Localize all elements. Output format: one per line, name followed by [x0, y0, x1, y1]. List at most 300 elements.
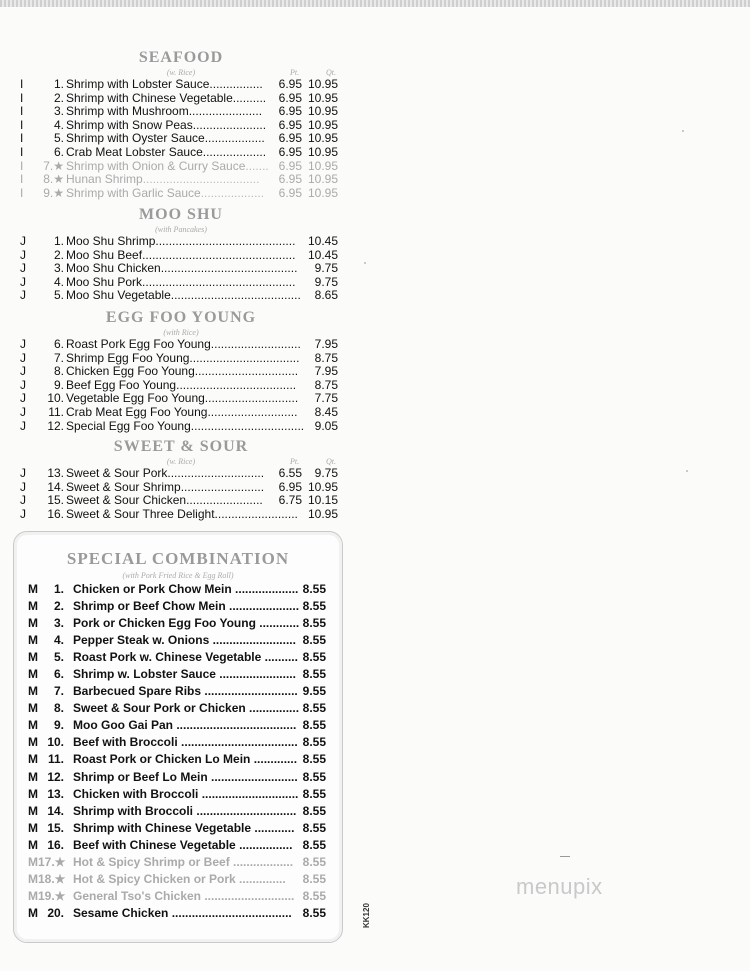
item-number: 2. — [53, 247, 64, 262]
item-name-text: Shrimp with Onion & Curry Sauce — [66, 158, 246, 173]
sweetsour-qt-label: Qt. — [326, 457, 336, 466]
item-name — [66, 105, 262, 119]
item-leader-dots: ........................... — [204, 888, 295, 903]
item-number: 17.★ — [38, 854, 66, 869]
item-name — [66, 173, 259, 187]
item-number: 12. — [47, 769, 64, 784]
item-number: 4. — [53, 274, 64, 289]
menu-item — [20, 289, 342, 303]
item-name-text: Vegetable Egg Foo Young — [66, 391, 205, 406]
combination-item — [28, 820, 328, 837]
item-number: 5. — [53, 131, 64, 146]
price: 9.75 — [314, 261, 338, 276]
item-name — [66, 338, 301, 352]
item-name — [66, 352, 299, 366]
item-name-text: Shrimp with Garlic Sauce — [66, 185, 201, 200]
item-code: M — [28, 871, 38, 886]
item-code: M — [28, 667, 38, 682]
item-number: 19.★ — [38, 888, 66, 903]
price: 8.75 — [314, 377, 338, 392]
item-name — [66, 92, 266, 106]
menu-item — [20, 249, 342, 263]
scan-speck — [364, 262, 366, 264]
price-quart: 10.15 — [307, 493, 338, 508]
item-name — [73, 786, 298, 803]
price: 8.55 — [302, 633, 326, 648]
item-name — [73, 820, 294, 837]
seafood-pt-label: Pt. — [290, 68, 300, 77]
item-code: J — [20, 288, 26, 303]
item-name — [66, 276, 295, 290]
item-name — [73, 854, 293, 871]
price-pint: 6.95 — [278, 479, 302, 494]
mooshu-section — [20, 205, 342, 303]
item-number: 14. — [47, 803, 64, 818]
price: 8.55 — [302, 854, 326, 869]
price-quart: 10.95 — [307, 77, 338, 91]
item-code: M — [28, 769, 38, 784]
item-name — [66, 467, 264, 481]
combination-item — [28, 632, 328, 649]
item-code: J — [20, 247, 26, 262]
sweetsour-list — [20, 467, 342, 521]
item-number: 16. — [47, 837, 64, 852]
item-name — [73, 615, 299, 632]
item-code: J — [20, 274, 26, 289]
item-leader-dots: ............. — [253, 752, 298, 767]
item-code: M — [28, 616, 38, 631]
item-name — [66, 119, 266, 133]
item-code: J — [20, 493, 26, 508]
item-code: M — [28, 888, 38, 903]
item-name-text: Chicken with Broccoli — [73, 786, 202, 801]
item-name-text: Sweet & Sour Chicken — [66, 493, 187, 508]
item-name — [73, 683, 298, 700]
item-name — [73, 649, 298, 666]
price: 8.55 — [302, 752, 326, 767]
price-pint: 6.95 — [278, 117, 302, 132]
menu-item — [20, 508, 342, 522]
seafood-title: SEAFOOD — [138, 49, 224, 66]
combination-list — [28, 581, 328, 922]
price-quart: 9.75 — [314, 466, 338, 480]
item-name — [66, 78, 263, 92]
item-number: 20. — [47, 905, 64, 920]
item-code: J — [20, 506, 26, 521]
item-number: 1. — [53, 582, 64, 596]
item-leader-dots: ............................. — [201, 786, 299, 801]
item-name — [66, 262, 297, 276]
item-leader-dots: ................... — [235, 582, 299, 596]
item-code: J — [20, 234, 26, 248]
combination-note: (with Pork Fried Rice & Egg Roll) — [122, 571, 234, 580]
print-code: KK120 — [362, 903, 371, 928]
price: 8.75 — [314, 350, 338, 365]
item-leader-dots: .............................................. — [142, 274, 296, 289]
item-name — [73, 888, 294, 905]
price: 7.75 — [314, 391, 338, 406]
price: 8.55 — [302, 803, 326, 818]
item-code: M — [28, 786, 38, 801]
price: 10.45 — [307, 247, 338, 262]
item-name-text: Sweet & Sour Shrimp — [66, 479, 181, 494]
price: 8.65 — [314, 288, 338, 303]
item-code: M — [28, 633, 38, 648]
menu-item — [20, 420, 342, 434]
item-name-text: Beef with Chinese Vegetable — [73, 837, 240, 852]
item-leader-dots: .......................... — [211, 769, 298, 784]
item-name — [66, 249, 295, 263]
item-code: I — [20, 158, 24, 173]
item-number: 9.★ — [43, 185, 64, 200]
item-name — [66, 365, 298, 379]
item-code: M — [28, 599, 38, 614]
combination-item — [28, 700, 328, 717]
menu-item — [20, 105, 342, 119]
item-code: I — [20, 131, 24, 146]
item-code: J — [20, 261, 26, 276]
item-name-text: Crab Meat Lobster Sauce — [66, 144, 203, 159]
item-leader-dots: ................ — [239, 837, 293, 852]
item-number: 11. — [48, 404, 64, 419]
item-leader-dots: ............................ — [204, 391, 299, 406]
menu-item — [20, 119, 342, 133]
item-code: I — [20, 172, 24, 187]
item-leader-dots: ......................... — [180, 479, 265, 494]
item-leader-dots: ................... — [200, 185, 265, 200]
item-code: M — [28, 803, 38, 818]
price-pint: 6.95 — [278, 158, 302, 173]
price: 9.05 — [314, 418, 338, 433]
item-number: 6. — [53, 144, 64, 159]
item-number: 7.★ — [43, 158, 64, 173]
item-code: M — [28, 718, 38, 733]
combination-item — [28, 751, 328, 768]
item-number: 4. — [53, 633, 64, 648]
price: 10.45 — [307, 234, 338, 248]
item-number: 10. — [47, 735, 64, 750]
price: 8.55 — [302, 820, 326, 835]
item-leader-dots: ......................... — [212, 633, 296, 648]
seafood-note: (w. Rice) — [166, 68, 196, 77]
item-name-text: Shrimp with Oyster Sauce — [66, 131, 205, 146]
combination-item — [28, 598, 328, 615]
item-number: 10. — [47, 391, 64, 406]
item-leader-dots: .................................. — [190, 418, 305, 433]
price-quart: 10.95 — [307, 104, 338, 119]
item-name — [66, 379, 296, 393]
item-name-text: Roast Pork Egg Foo Young — [66, 337, 211, 351]
price: 8.45 — [314, 404, 338, 419]
price: 8.55 — [302, 667, 326, 682]
item-name-text: Moo Shu Vegetable — [66, 288, 171, 303]
item-code: I — [20, 104, 24, 119]
price-pint: 6.75 — [278, 493, 302, 508]
combination-item — [28, 803, 328, 820]
item-name-text: General Tso's Chicken — [73, 888, 205, 903]
item-code: J — [20, 418, 26, 433]
menu-item — [20, 78, 342, 92]
price: 8.55 — [302, 650, 326, 665]
menu-item — [20, 276, 342, 290]
item-name — [73, 632, 296, 649]
item-name — [73, 769, 298, 786]
item-leader-dots: ............ — [254, 820, 295, 835]
item-leader-dots: .................. — [204, 131, 265, 146]
item-code: M — [28, 820, 38, 835]
item-leader-dots: ................................. — [189, 350, 300, 365]
combination-item — [28, 683, 328, 700]
price-quart: 10.95 — [307, 172, 338, 187]
item-leader-dots: ....................................... — [170, 288, 301, 303]
price-pint: 6.95 — [278, 131, 302, 146]
price-quart: 10.95 — [307, 479, 338, 494]
menu-item — [20, 494, 342, 508]
item-name — [66, 132, 265, 146]
combination-item — [28, 854, 328, 871]
item-code: I — [20, 77, 24, 91]
item-number: 7. — [53, 350, 64, 365]
eggfooyoung-list — [20, 338, 342, 433]
item-name — [73, 871, 286, 888]
item-name-text: Moo Goo Gai Pan — [73, 718, 177, 733]
item-name — [73, 700, 299, 717]
menu-item — [20, 187, 342, 201]
combination-item — [28, 837, 328, 854]
item-code: M — [28, 582, 38, 596]
price: 8.55 — [302, 786, 326, 801]
menu-item — [20, 379, 342, 393]
price: 7.95 — [314, 364, 338, 379]
item-name — [66, 187, 264, 201]
item-leader-dots: ............................. — [167, 466, 265, 480]
price: 8.55 — [302, 837, 326, 852]
item-leader-dots: ...................... — [188, 104, 263, 119]
item-name — [73, 803, 296, 820]
item-name — [73, 751, 297, 768]
item-name-text: Chicken Egg Foo Young — [66, 364, 195, 379]
item-leader-dots: ....... — [245, 158, 269, 173]
item-number: 8. — [53, 701, 64, 716]
item-number: 3. — [53, 616, 64, 631]
item-leader-dots: ........................... — [207, 404, 298, 419]
mooshu-list — [20, 235, 342, 303]
combination-item — [28, 717, 328, 734]
item-name — [66, 160, 269, 174]
item-name-text: Special Egg Foo Young — [66, 418, 191, 433]
price: 8.55 — [302, 769, 326, 784]
item-leader-dots: .................................... — [171, 905, 292, 920]
price: 8.55 — [302, 888, 326, 903]
item-leader-dots: ....................... — [186, 493, 263, 508]
sweetsour-title: SWEET & SOUR — [113, 438, 249, 455]
item-leader-dots: .................. — [233, 854, 294, 869]
item-leader-dots: ............................ — [204, 684, 298, 699]
item-name — [73, 905, 292, 922]
price-pint: 6.95 — [278, 144, 302, 159]
item-code: M — [28, 905, 38, 920]
item-name-text: Shrimp or Beef Chow Mein — [73, 599, 230, 614]
item-leader-dots: ..................... — [229, 599, 300, 614]
item-number: 12. — [47, 418, 64, 433]
item-name — [66, 146, 266, 160]
item-number: 6. — [53, 337, 64, 351]
item-name-text: Hunan Shrimp — [66, 172, 143, 187]
item-name — [73, 598, 299, 615]
sweetsour-section — [20, 437, 342, 521]
item-name-text: Shrimp with Chinese Vegetable — [66, 90, 233, 105]
combination-item — [28, 888, 328, 905]
item-name — [73, 837, 292, 854]
item-name — [66, 508, 298, 522]
item-name — [73, 581, 298, 598]
item-name-text: Shrimp with Lobster Sauce — [66, 77, 210, 91]
item-leader-dots: ................................... — [181, 735, 298, 750]
item-name-text: Shrimp or Beef Lo Mein — [73, 769, 212, 784]
item-code: I — [20, 144, 24, 159]
price-pint: 6.55 — [278, 466, 302, 480]
price: 8.55 — [302, 871, 326, 886]
price: 7.95 — [314, 337, 338, 351]
item-name — [66, 289, 301, 303]
combination-item — [28, 734, 328, 751]
item-name-text: Beef Egg Foo Young — [66, 377, 177, 392]
item-name-text: Moo Shu Pork — [66, 274, 143, 289]
item-name-text: Pork or Chicken Egg Foo Young — [73, 616, 260, 631]
item-name-text: Roast Pork or Chicken Lo Mein — [73, 752, 254, 767]
item-code: J — [20, 479, 26, 494]
item-leader-dots: .................................... — [176, 377, 297, 392]
scan-top-edge — [0, 0, 750, 7]
menu-item — [20, 467, 342, 481]
item-number: 2. — [53, 90, 64, 105]
item-code: I — [20, 185, 24, 200]
price: 8.55 — [302, 701, 326, 716]
price: 8.55 — [302, 582, 326, 596]
item-number: 15. — [47, 493, 64, 508]
combination-section — [28, 548, 328, 922]
eggfooyoung-title: EGG FOO YOUNG — [105, 309, 257, 326]
item-number: 3. — [53, 104, 64, 119]
item-code: J — [20, 364, 26, 379]
combination-item — [28, 666, 328, 683]
item-number: 2. — [53, 599, 64, 614]
menu-item — [20, 160, 342, 174]
item-name-text: Hot & Spicy Chicken or Pork — [73, 871, 240, 886]
item-name-text: Moo Shu Beef — [66, 247, 143, 262]
item-code: J — [20, 404, 26, 419]
combination-title: SPECIAL COMBINATION — [66, 549, 290, 568]
item-name-text: Shrimp with Broccoli — [73, 803, 197, 818]
mooshu-title: MOO SHU — [139, 206, 223, 223]
item-name-text: Moo Shu Chicken — [66, 261, 161, 276]
combination-item — [28, 581, 328, 598]
scan-speck — [682, 130, 684, 132]
item-code: M — [28, 752, 38, 767]
item-code: M — [28, 684, 38, 699]
item-number: 5. — [53, 288, 64, 303]
item-leader-dots: ......................... — [214, 506, 298, 521]
seafood-section — [20, 48, 342, 200]
item-leader-dots: ....................... — [219, 667, 296, 682]
item-code: J — [20, 377, 26, 392]
item-leader-dots: ............ — [259, 616, 300, 631]
price: 9.55 — [302, 684, 326, 699]
item-leader-dots: ........................... — [210, 337, 301, 351]
eggfooyoung-note: (with Rice) — [163, 328, 199, 337]
combination-item — [28, 871, 328, 888]
price-quart: 10.95 — [307, 158, 338, 173]
sweetsour-note: (w. Rice) — [166, 457, 196, 466]
item-leader-dots: ............... — [249, 701, 300, 716]
item-name-text: Shrimp Egg Foo Young — [66, 350, 190, 365]
price-quart: 10.95 — [307, 185, 338, 200]
item-number: 9. — [53, 718, 64, 733]
price: 8.55 — [302, 735, 326, 750]
combination-item — [28, 905, 328, 922]
item-leader-dots: .......................................... — [155, 234, 296, 248]
menu-item — [20, 392, 342, 406]
item-number: 6. — [53, 667, 64, 682]
item-number: 7. — [53, 684, 64, 699]
item-leader-dots: .................................... — [176, 718, 297, 733]
item-code: M — [28, 650, 38, 665]
sweetsour-pt-label: Pt. — [290, 457, 300, 466]
scan-mark — [560, 856, 570, 857]
item-number: 13. — [47, 466, 64, 480]
seafood-list — [20, 78, 342, 200]
menu-item — [20, 173, 342, 187]
item-number: 3. — [53, 261, 64, 276]
item-name-text: Shrimp with Snow Peas — [66, 117, 193, 132]
item-number: 14. — [47, 479, 64, 494]
menu-item — [20, 352, 342, 366]
menu-item — [20, 262, 342, 276]
menu-item — [20, 338, 342, 352]
price-quart: 10.95 — [307, 90, 338, 105]
item-name-text: Sweet & Sour Pork or Chicken — [73, 701, 250, 716]
item-code: J — [20, 391, 26, 406]
item-number: 1. — [53, 234, 64, 248]
price: 8.55 — [302, 905, 326, 920]
item-number: 1. — [53, 77, 64, 91]
item-name — [66, 235, 295, 249]
menu-item — [20, 146, 342, 160]
item-code: I — [20, 90, 24, 105]
item-name-text: Beef with Broccoli — [73, 735, 182, 750]
menu-item — [20, 235, 342, 249]
item-leader-dots: ......................................... — [160, 261, 298, 276]
price-quart: 10.95 — [307, 117, 338, 132]
item-code: J — [20, 466, 26, 480]
item-leader-dots: .............................................. — [142, 247, 296, 262]
item-code: M — [28, 735, 38, 750]
item-name-text: Roast Pork w. Chinese Vegetable — [73, 650, 265, 665]
price-quart: 10.95 — [307, 144, 338, 159]
item-number: 16. — [47, 506, 64, 521]
item-name-text: Shrimp w. Lobster Sauce — [73, 667, 220, 682]
item-name — [66, 494, 263, 508]
item-leader-dots: .............. — [239, 871, 286, 886]
item-leader-dots: .............................. — [196, 803, 297, 818]
item-number: 8. — [53, 364, 64, 379]
price-pint: 6.95 — [278, 185, 302, 200]
combination-item — [28, 615, 328, 632]
item-name-text: Crab Meat Egg Foo Young — [66, 404, 208, 419]
item-name — [66, 420, 304, 434]
item-leader-dots: ...................... — [192, 117, 267, 132]
item-name-text: Shrimp with Chinese Vegetable — [73, 820, 255, 835]
